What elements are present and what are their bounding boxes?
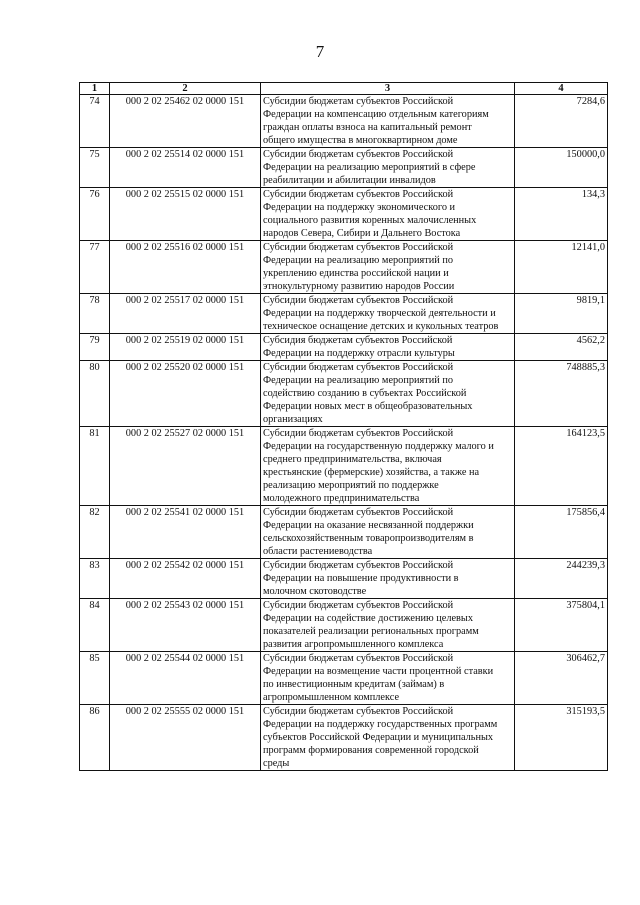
- description-line: содействию созданию в субъектах Российской: [263, 388, 467, 399]
- description-line: этнокультурному развитию народов России: [263, 281, 455, 292]
- budget-code: 000 2 02 25516 02 0000 151: [110, 241, 261, 294]
- description-line: программ формирования современной городской: [263, 745, 479, 756]
- description-line: Федерации на оказание несвязанной поддержки: [263, 520, 474, 531]
- description-line: среднего предпринимательства, включая: [263, 454, 442, 465]
- amount-value: 4562,2: [515, 334, 608, 361]
- description-line: Федерации новых мест в общеобразовательных: [263, 401, 473, 412]
- description-line: Субсидии бюджетам субъектов Российской: [263, 242, 454, 253]
- amount-value: 375804,1: [515, 599, 608, 652]
- description-line: субъектов Российской Федерации и муниципальных: [263, 732, 494, 743]
- column-header-1: 1: [80, 83, 110, 95]
- budget-code: 000 2 02 25543 02 0000 151: [110, 599, 261, 652]
- column-header-2: 2: [110, 83, 261, 95]
- amount-value: 150000,0: [515, 148, 608, 188]
- budget-code: 000 2 02 25555 02 0000 151: [110, 705, 261, 771]
- description-line: Субсидии бюджетам субъектов Российской: [263, 560, 454, 571]
- description-line: граждан оплаты взноса на капитальный ремонт: [263, 122, 472, 133]
- description-line: Субсидии бюджетам субъектов Российской: [263, 600, 454, 611]
- description-line: Федерации на повышение продуктивности в: [263, 573, 459, 584]
- description-line: техническое оснащение детских и кукольных театров: [263, 321, 499, 332]
- description-line: Федерации на поддержку государственных программ: [263, 719, 498, 730]
- budget-code: 000 2 02 25517 02 0000 151: [110, 294, 261, 334]
- description-line: реализацию мероприятий по поддержке: [263, 480, 439, 491]
- description-line: Субсидия бюджетам субъектов Российской: [263, 335, 453, 346]
- budget-code: 000 2 02 25519 02 0000 151: [110, 334, 261, 361]
- row-number: 76: [80, 188, 110, 241]
- table-row: [80, 506, 608, 559]
- description-line: Субсидии бюджетам субъектов Российской: [263, 295, 454, 306]
- table-row: [80, 559, 608, 599]
- description-line: Субсидии бюджетам субъектов Российской: [263, 362, 454, 373]
- row-number: 77: [80, 241, 110, 294]
- item-description: [261, 148, 515, 188]
- description-line: Федерации на поддержку отрасли культуры: [263, 348, 455, 359]
- description-line: Федерации на реализацию мероприятий по: [263, 255, 453, 266]
- description-line: развития агропромышленного комплекса: [263, 639, 444, 650]
- budget-code: 000 2 02 25541 02 0000 151: [110, 506, 261, 559]
- item-description: [261, 652, 515, 705]
- description-line: Субсидии бюджетам субъектов Российской: [263, 96, 454, 107]
- budget-code: 000 2 02 25542 02 0000 151: [110, 559, 261, 599]
- description-line: по инвестиционным кредитам (займам) в: [263, 679, 445, 690]
- item-description: [261, 361, 515, 427]
- budget-code: 000 2 02 25527 02 0000 151: [110, 427, 261, 506]
- row-number: 74: [80, 95, 110, 148]
- description-line: молочном скотоводстве: [263, 586, 367, 597]
- budget-code: 000 2 02 25544 02 0000 151: [110, 652, 261, 705]
- item-description: [261, 705, 515, 771]
- amount-value: 175856,4: [515, 506, 608, 559]
- row-number: 82: [80, 506, 110, 559]
- description-line: Федерации на содействие достижению целевых: [263, 613, 473, 624]
- table-row: [80, 334, 608, 361]
- table-row: [80, 361, 608, 427]
- amount-value: 9819,1: [515, 294, 608, 334]
- description-line: Субсидии бюджетам субъектов Российской: [263, 507, 454, 518]
- description-line: социального развития коренных малочисленных: [263, 215, 477, 226]
- description-line: области растениеводства: [263, 546, 373, 557]
- amount-value: 164123,5: [515, 427, 608, 506]
- header-row: [80, 83, 608, 95]
- description-line: укреплению единства российской нации и: [263, 268, 449, 279]
- table-row: [80, 188, 608, 241]
- item-description: [261, 188, 515, 241]
- item-description: [261, 427, 515, 506]
- item-description: [261, 599, 515, 652]
- table-row: [80, 705, 608, 771]
- amount-value: 7284,6: [515, 95, 608, 148]
- amount-value: 315193,5: [515, 705, 608, 771]
- table-row: [80, 294, 608, 334]
- budget-code: 000 2 02 25514 02 0000 151: [110, 148, 261, 188]
- row-number: 80: [80, 361, 110, 427]
- row-number: 85: [80, 652, 110, 705]
- amount-value: 12141,0: [515, 241, 608, 294]
- budget-table: [79, 82, 608, 771]
- amount-value: 306462,7: [515, 652, 608, 705]
- description-line: крестьянские (фермерские) хозяйства, а также на: [263, 467, 480, 478]
- description-line: агропромышленном комплексе: [263, 692, 400, 703]
- column-header-3: 3: [261, 83, 515, 95]
- budget-code: 000 2 02 25520 02 0000 151: [110, 361, 261, 427]
- table-row: [80, 241, 608, 294]
- description-line: Субсидии бюджетам субъектов Российской: [263, 189, 454, 200]
- description-line: Субсидии бюджетам субъектов Российской: [263, 149, 454, 160]
- row-number: 79: [80, 334, 110, 361]
- description-line: сельскохозяйственным товаропроизводителям в: [263, 533, 474, 544]
- description-line: Федерации на государственную поддержку малого и: [263, 441, 494, 452]
- table-row: [80, 652, 608, 705]
- item-description: [261, 559, 515, 599]
- description-line: Федерации на компенсацию отдельным категориям: [263, 109, 489, 120]
- amount-value: 134,3: [515, 188, 608, 241]
- row-number: 78: [80, 294, 110, 334]
- description-line: Субсидии бюджетам субъектов Российской: [263, 706, 454, 717]
- description-line: общего имущества в многоквартирном доме: [263, 135, 458, 146]
- item-description: [261, 506, 515, 559]
- item-description: [261, 334, 515, 361]
- description-line: Субсидии бюджетам субъектов Российской: [263, 653, 454, 664]
- table-row: [80, 427, 608, 506]
- column-header-4: 4: [515, 83, 608, 95]
- description-line: Федерации на поддержку экономического и: [263, 202, 456, 213]
- description-line: Федерации на реализацию мероприятий в сфере: [263, 162, 476, 173]
- description-line: среды: [263, 758, 290, 769]
- description-line: Федерации на возмещение части процентной ставки: [263, 666, 494, 677]
- row-number: 84: [80, 599, 110, 652]
- amount-value: 244239,3: [515, 559, 608, 599]
- row-number: 81: [80, 427, 110, 506]
- description-line: народов Севера, Сибири и Дальнего Востока: [263, 228, 461, 239]
- description-line: организациях: [263, 414, 323, 425]
- description-line: реабилитации и абилитации инвалидов: [263, 175, 436, 186]
- table-row: [80, 95, 608, 148]
- item-description: [261, 95, 515, 148]
- table-row: [80, 599, 608, 652]
- row-number: 83: [80, 559, 110, 599]
- page-number: 7: [315, 42, 325, 61]
- row-number: 86: [80, 705, 110, 771]
- table-body: [80, 95, 608, 771]
- row-number: 75: [80, 148, 110, 188]
- description-line: Субсидии бюджетам субъектов Российской: [263, 428, 454, 439]
- item-description: [261, 294, 515, 334]
- description-line: показателей реализации региональных программ: [263, 626, 479, 637]
- description-line: молодежного предпринимательства: [263, 493, 420, 504]
- budget-code: 000 2 02 25515 02 0000 151: [110, 188, 261, 241]
- description-line: Федерации на поддержку творческой деятельности и: [263, 308, 496, 319]
- item-description: [261, 241, 515, 294]
- budget-code: 000 2 02 25462 02 0000 151: [110, 95, 261, 148]
- amount-value: 748885,3: [515, 361, 608, 427]
- description-line: Федерации на реализацию мероприятий по: [263, 375, 453, 386]
- table-row: [80, 148, 608, 188]
